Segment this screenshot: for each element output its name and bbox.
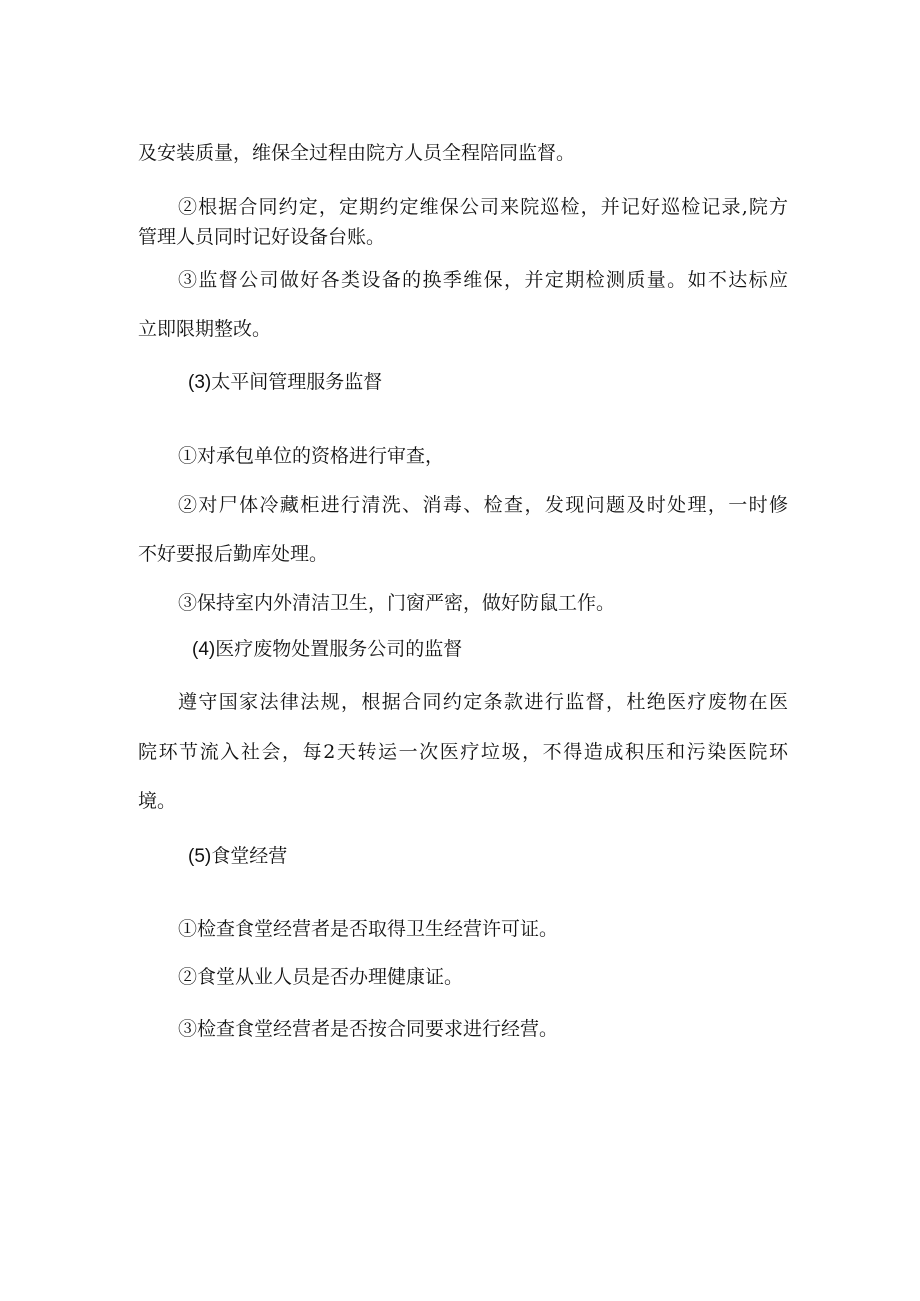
paragraph-line-15: ③检查食堂经营者是否按合同要求进行经营。 <box>178 1018 559 1040</box>
paragraph-line-14: ②食堂从业人员是否办理健康证。 <box>178 966 464 988</box>
section-heading-4: (4)医疗废物处置服务公司的监督 <box>192 639 463 660</box>
paragraph-line-7: ②对尸体冷藏柜进行清洗、消毒、检查，发现问题及时处理，一时修 <box>178 494 788 516</box>
paragraph-line-11: 院环节流入社会，每2天转运一次医疗垃圾，不得造成积压和污染医院环 <box>138 741 788 763</box>
paragraph-line-5: 立即限期整改。 <box>138 318 272 340</box>
paragraph-line-2: ②根据合同约定，定期约定维保公司来院巡检，并记好巡检记录,院方 <box>178 196 788 218</box>
paragraph-line-8: 不好要报后勤库处理。 <box>138 543 329 565</box>
paragraph-line-3: 管理人员同时记好设备台账。 <box>138 226 386 248</box>
paragraph-line-12: 境。 <box>138 790 177 812</box>
section-heading-5: (5)食堂经营 <box>188 846 288 867</box>
section-heading-3: (3)太平间管理服务监督 <box>188 372 383 393</box>
paragraph-line-13: ①检查食堂经营者是否取得卫生经营许可证。 <box>178 918 559 940</box>
paragraph-line-9: ③保持室内外清洁卫生，门窗严密，做好防鼠工作。 <box>178 592 616 614</box>
paragraph-line-1: 及安装质量，维保全过程由院方人员全程陪同监督。 <box>138 142 576 164</box>
paragraph-line-6: ①对承包单位的资格进行审查， <box>178 445 445 467</box>
paragraph-line-10: 遵守国家法律法规，根据合同约定条款进行监督，杜绝医疗废物在医 <box>178 691 788 713</box>
paragraph-line-4: ③监督公司做好各类设备的换季维保，并定期检测质量。如不达标应 <box>178 269 788 291</box>
